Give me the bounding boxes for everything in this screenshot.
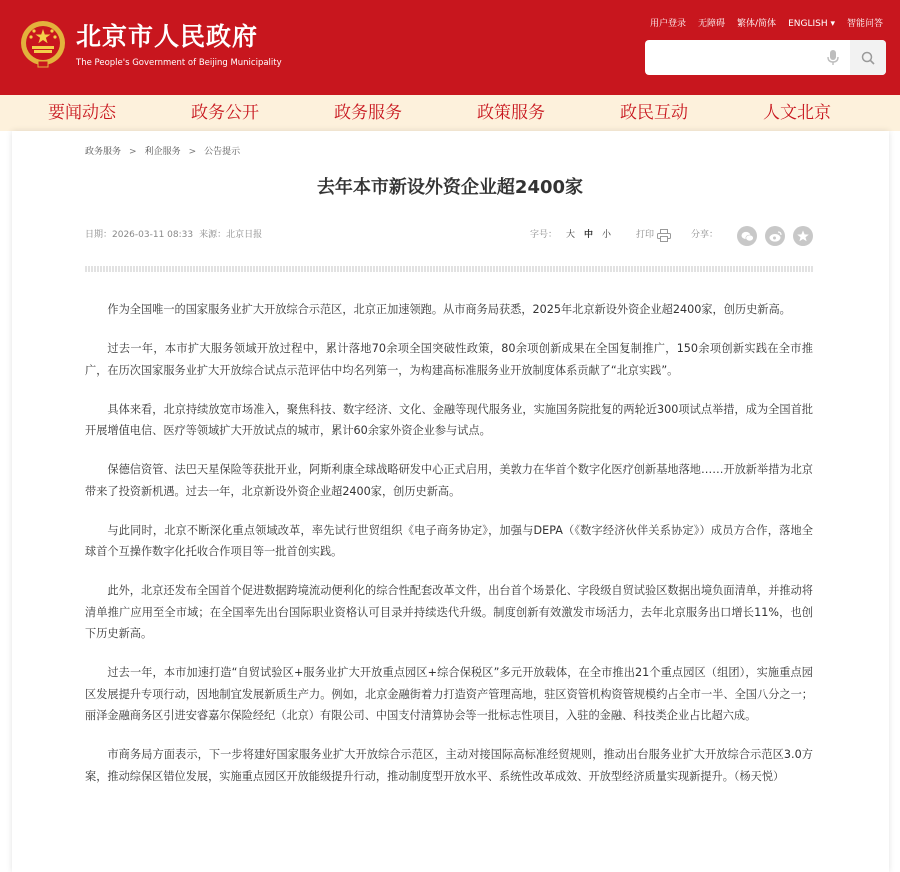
weibo-icon[interactable] [765, 226, 785, 246]
favorite-icon[interactable] [793, 226, 813, 246]
search-button[interactable] [850, 40, 886, 75]
site-title[interactable]: 北京市人民政府 [76, 22, 259, 51]
article-paragraph: 过去一年，本市加速打造“自贸试验区+服务业扩大开放重点园区+综合保税区”多元开放载体，在全市推出21个重点园区（组团），实施重点园区发展提升专项行动，因地制宜发展新质生产力。例如，北京金融街着力打造资产管理高地，驻区资管机构资管规模约占全市一半、全国八分之一；丽泽金融商务区引进安睿嘉尔保险经纪（北京）有限公司、中国支付清算协会等一批标志性项目，入驻的金融、科技类企业占比超六成。 [85, 666, 813, 722]
article-paragraph: 市商务局方面表示，下一步将建好国家服务业扩大开放综合示范区，主动对接国际高标准经贸规则，推动出台服务业扩大开放综合示范区3.0方案，推动综保区错位发展，实施重点园区开放能级提升行动，推动制度型开放水平、系统性改革成效、开放型经济质量实现新提升。（杨天悦） [85, 748, 813, 783]
search-icon [861, 51, 875, 65]
traditional-simplified-link[interactable]: 繁体/简体 [737, 19, 777, 29]
nav-item-policy[interactable]: 政策服务 [477, 103, 545, 123]
article-paragraph: 具体来看，北京持续放宽市场准入，聚焦科技、数字经济、文化、金融等现代服务业，实施国务院批复的两轮近300项试点举措，成为全国首批开展增值电信、医疗等领域扩大开放试点的城市，累计60余家外资企业参与试点。 [85, 402, 813, 437]
article-paragraph: 作为全国唯一的国家服务业扩大开放综合示范区，北京正加速领跑。从市商务局获悉，2025年北京新设外资企业超2400家，创历史新高。 [107, 303, 791, 316]
breadcrumb-item-enterprise[interactable]: 利企服务 [144, 147, 181, 157]
article-title: 去年本市新设外资企业超2400家 [316, 177, 584, 198]
font-size-control [530, 229, 611, 241]
article-paragraph: 此外，北京还发布全国首个促进数据跨境流动便利化的综合性配套改革文件，出台首个场景化、字段级自贸试验区数据出境负面清单，并推动将清单推广应用至全市域；在全国率先出台国际职业资格认可目录并持续迭代升级。制度创新有效激发市场活力，去年北京服务出口增长11%，也创下历史新高。 [85, 584, 813, 640]
article-paragraph: 保德信资管、法巴天星保险等获批开业，阿斯利康全球战略研发中心正式启用，美敦力在华首个数字化医疗创新基地落地……开放新举措为北京带来了投资新机遇。过去一年，北京新设外资企业超2400家，创历史新高。 [85, 463, 813, 498]
microphone-icon[interactable] [825, 49, 841, 66]
breadcrumb-item-notices[interactable]: 公告提示 [204, 147, 241, 157]
breadcrumb-separator: > [129, 147, 137, 157]
top-links [650, 18, 883, 30]
print-button[interactable] [636, 227, 671, 243]
printer-icon [657, 229, 671, 242]
nav-item-culture[interactable]: 人文北京 [763, 103, 831, 123]
article-source: 来源：北京日报 [199, 230, 263, 240]
font-size-label: 字号： [530, 230, 558, 240]
article-meta [85, 229, 262, 241]
english-link[interactable]: ENGLISH ▾ [788, 19, 835, 29]
national-emblem-icon[interactable] [18, 19, 68, 71]
share-label: 分享： [691, 230, 719, 240]
login-link[interactable]: 用户登录 [649, 19, 686, 29]
article-paragraph: 与此同时，北京不断深化重点领域改革，率先试行世贸组织《电子商务协定》，加强与DEPA（《数字经济伙伴关系协定》）成员方合作，落地全球首个互操作数字化托收合作项目等一批首创实践。 [85, 523, 813, 558]
font-size-small[interactable]: 小 [602, 230, 612, 240]
font-size-large[interactable]: 大 [566, 230, 576, 240]
article-paragraph: 过去一年，本市扩大服务领域开放过程中，累计落地70余项全国突破性政策，80余项创新成果在全国复制推广，150余项创新实践在全市推广，在历次国家服务业扩大开放综合试点示范评估中均名列第一，为构建高标准服务业开放制度体系贡献了“北京实践”。 [85, 342, 813, 377]
nav-item-government-affairs[interactable]: 政务公开 [191, 103, 259, 123]
publish-date: 日期：2026-03-11 08:33 [85, 230, 194, 240]
nav-item-news[interactable]: 要闻动态 [48, 103, 116, 123]
title-divider [85, 266, 813, 272]
wechat-icon[interactable] [737, 226, 757, 246]
breadcrumb-item-services[interactable]: 政务服务 [85, 147, 122, 157]
breadcrumb-separator: > [188, 147, 197, 157]
print-label: 打印 [636, 230, 655, 240]
search-box[interactable] [645, 40, 886, 75]
nav-item-services[interactable]: 政务服务 [334, 103, 402, 123]
main-nav [0, 95, 900, 131]
accessibility-link[interactable]: 无障碍 [698, 19, 726, 29]
breadcrumb [85, 146, 240, 158]
article-body [85, 299, 813, 805]
site-subtitle: The People's Government of Beijing Municipality [76, 58, 282, 68]
font-size-medium[interactable]: 中 [584, 230, 594, 240]
site-header [0, 0, 900, 95]
smart-qa-link[interactable]: 智能问答 [846, 19, 883, 29]
nav-item-interaction[interactable]: 政民互动 [620, 103, 688, 123]
